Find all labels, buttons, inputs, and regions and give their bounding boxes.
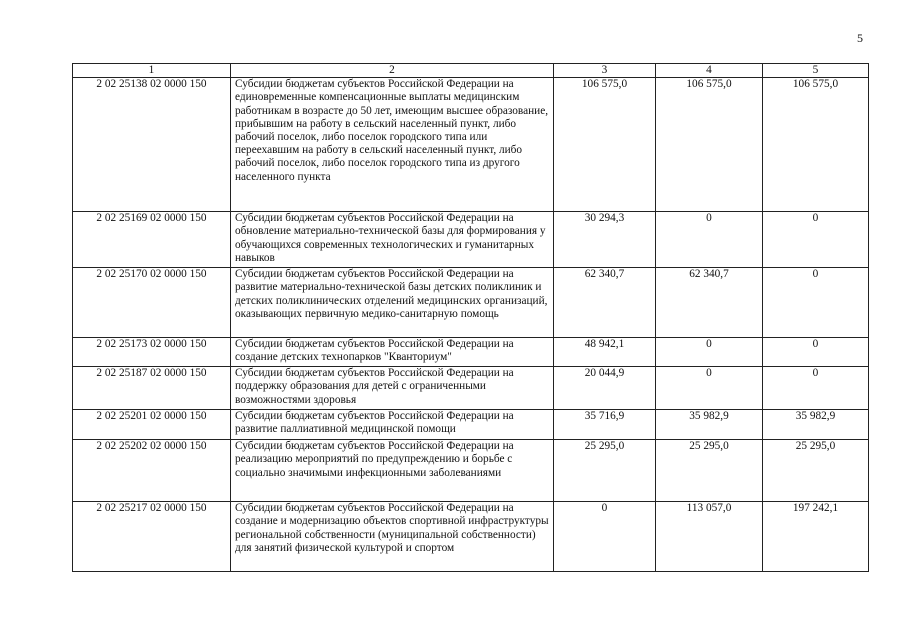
value-col3: 30 294,3 xyxy=(554,212,656,268)
value-col5: 197 242,1 xyxy=(763,502,869,572)
value-col5: 0 xyxy=(763,268,869,338)
row-description: Субсидии бюджетам субъектов Российской Федерации на создание и модернизацию объектов спортивной инфраструктуры региональной собственности (муниципальной собственности) для занятий физической культурой и спортом xyxy=(231,502,554,572)
value-col3: 20 044,9 xyxy=(554,367,656,410)
table-row xyxy=(73,212,869,268)
row-description: Субсидии бюджетам субъектов Российской Федерации на создание детских технопарков "Кванториум" xyxy=(231,338,554,367)
budget-code: 2 02 25187 02 0000 150 xyxy=(73,367,231,410)
column-header: 3 xyxy=(554,64,656,78)
value-col5: 0 xyxy=(763,338,869,367)
value-col3: 35 716,9 xyxy=(554,410,656,440)
budget-code: 2 02 25170 02 0000 150 xyxy=(73,268,231,338)
value-col4: 35 982,9 xyxy=(656,410,763,440)
budget-code: 2 02 25173 02 0000 150 xyxy=(73,338,231,367)
value-col4: 62 340,7 xyxy=(656,268,763,338)
budget-code: 2 02 25138 02 0000 150 xyxy=(73,78,231,212)
column-header: 2 xyxy=(231,64,554,78)
table-row xyxy=(73,410,869,440)
table-row xyxy=(73,502,869,572)
table-row xyxy=(73,440,869,502)
row-description: Субсидии бюджетам субъектов Российской Федерации на реализацию мероприятий по предупреждению и борьбе с социально значимыми инфекционными заболеваниями xyxy=(231,440,554,502)
budget-code: 2 02 25201 02 0000 150 xyxy=(73,410,231,440)
value-col3: 0 xyxy=(554,502,656,572)
row-description: Субсидии бюджетам субъектов Российской Федерации на поддержку образования для детей с ограниченными возможностями здоровья xyxy=(231,367,554,410)
value-col4: 106 575,0 xyxy=(656,78,763,212)
value-col5: 106 575,0 xyxy=(763,78,869,212)
value-col3: 106 575,0 xyxy=(554,78,656,212)
table-header-row xyxy=(73,64,869,78)
table-row xyxy=(73,338,869,367)
column-header: 5 xyxy=(763,64,869,78)
value-col3: 62 340,7 xyxy=(554,268,656,338)
row-description: Субсидии бюджетам субъектов Российской Федерации на единовременные компенсационные выплаты медицинским работникам в возрасте до 50 лет, имеющим высшее образование, прибывшим на работу в сельский населенный пункт, либо рабочий поселок, либо поселок городского типа или переехавшим на работу в сельский населенный пункт, либо рабочий поселок, либо поселок городского типа из другого населенного пункта xyxy=(231,78,554,212)
budget-code: 2 02 25217 02 0000 150 xyxy=(73,502,231,572)
table-row xyxy=(73,78,869,212)
budget-table xyxy=(72,63,869,572)
value-col5: 35 982,9 xyxy=(763,410,869,440)
value-col4: 0 xyxy=(656,338,763,367)
value-col5: 0 xyxy=(763,212,869,268)
value-col5: 25 295,0 xyxy=(763,440,869,502)
row-description: Субсидии бюджетам субъектов Российской Федерации на развитие материально-технической базы детских поликлиник и детских поликлинических отделений медицинских организаций, оказывающих первичную медико-санитарную помощь xyxy=(231,268,554,338)
budget-code: 2 02 25169 02 0000 150 xyxy=(73,212,231,268)
table-row xyxy=(73,268,869,338)
value-col4: 0 xyxy=(656,367,763,410)
value-col4: 113 057,0 xyxy=(656,502,763,572)
value-col3: 48 942,1 xyxy=(554,338,656,367)
budget-code: 2 02 25202 02 0000 150 xyxy=(73,440,231,502)
page-number: 5 xyxy=(857,31,863,45)
value-col4: 25 295,0 xyxy=(656,440,763,502)
table-row xyxy=(73,367,869,410)
column-header: 1 xyxy=(73,64,231,78)
value-col4: 0 xyxy=(656,212,763,268)
row-description: Субсидии бюджетам субъектов Российской Федерации на обновление материально-технической базы для формирования у обучающихся современных технологических и гуманитарных навыков xyxy=(231,212,554,268)
value-col5: 0 xyxy=(763,367,869,410)
column-header: 4 xyxy=(656,64,763,78)
value-col3: 25 295,0 xyxy=(554,440,656,502)
row-description: Субсидии бюджетам субъектов Российской Федерации на развитие паллиативной медицинской помощи xyxy=(231,410,554,440)
